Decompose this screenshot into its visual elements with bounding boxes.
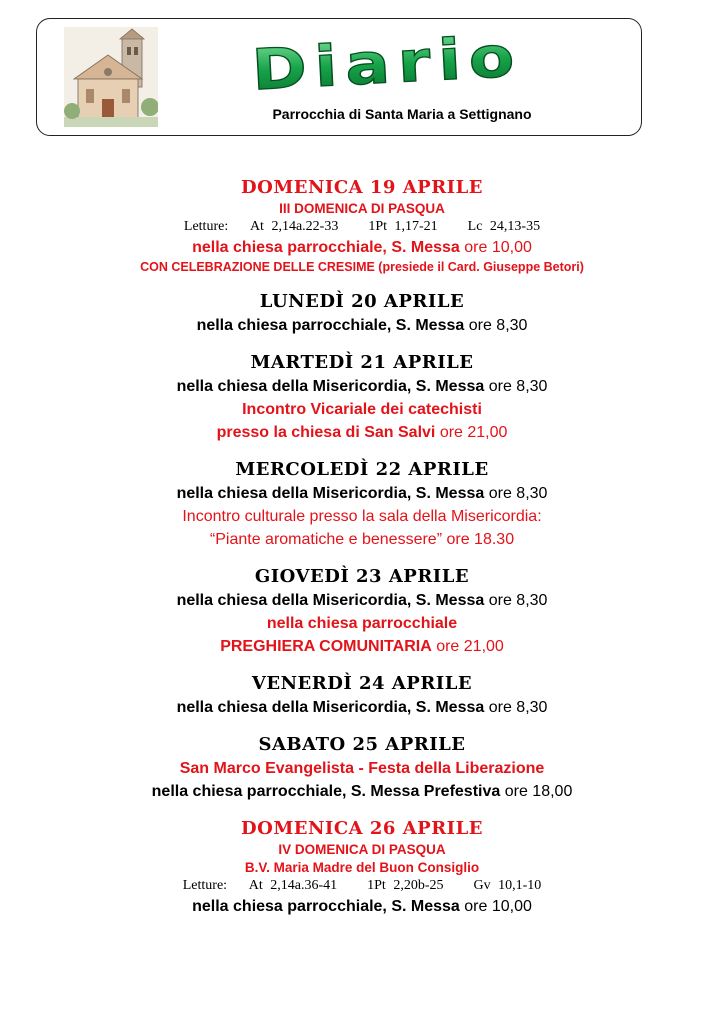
day-block-tuesday-21	[0, 351, 724, 444]
liturgical-day: III DOMENICA DI PASQUA	[279, 201, 445, 216]
event-time: ore 21,00	[439, 424, 508, 441]
diario-logo	[187, 23, 587, 103]
mass-location: nella chiesa della Misericordia, S. Messa	[176, 699, 485, 716]
day-block-monday-20	[0, 290, 724, 337]
day-title: DOMENICA 26 APRILE	[241, 818, 483, 839]
mass-line	[0, 696, 724, 719]
event-line: Incontro Vicariale dei catechisti	[242, 401, 482, 418]
readings: Letture: At 2,14a.36-41 1Pt 2,20b-25 Gv 10,1-10	[182, 878, 542, 893]
event-line: Incontro culturale presso la sala della Misericordia:	[182, 508, 542, 525]
event-note: CON CELEBRAZIONE DELLE CRESIME (presiede il Card. Giuseppe Betori)	[140, 260, 584, 274]
day-title: MERCOLEDÌ 22 APRILE	[235, 459, 489, 480]
mass-line	[0, 780, 724, 803]
day-block-friday-24	[0, 672, 724, 719]
mass-location: nella chiesa della Misericordia, S. Messa	[176, 592, 485, 609]
day-title: MARTEDÌ 21 APRILE	[250, 352, 474, 373]
readings: Letture: At 2,14a.22-33 1Pt 1,17-21 Lc 24,13-35	[183, 219, 541, 234]
church-illustration	[64, 27, 158, 127]
mass-line	[0, 375, 724, 398]
event-time: ore 21,00	[436, 638, 504, 655]
day-block-sunday-19	[0, 176, 724, 276]
mass-time: ore 18,00	[504, 783, 573, 800]
event-line	[0, 635, 724, 658]
mass-line	[0, 589, 724, 612]
mass-line	[0, 895, 724, 918]
schedule	[0, 176, 724, 932]
day-title: LUNEDÌ 20 APRILE	[259, 291, 465, 312]
mass-location: nella chiesa della Misericordia, S. Messa	[176, 378, 485, 395]
day-title: GIOVEDÌ 23 APRILE	[254, 566, 470, 587]
mass-line	[0, 236, 724, 259]
day-block-saturday-25	[0, 733, 724, 803]
day-title: DOMENICA 19 APRILE	[241, 177, 483, 198]
logo-text: Diario	[250, 24, 524, 103]
day-block-sunday-26	[0, 817, 724, 918]
event-line: nella chiesa parrocchiale	[266, 615, 458, 632]
parish-name: Parrocchia di Santa Maria a Settignano	[272, 106, 532, 122]
mass-time: ore 8,30	[488, 485, 548, 502]
event-location: presso la chiesa di San Salvi	[216, 424, 436, 441]
mass-location: nella chiesa parrocchiale, S. Messa	[196, 317, 465, 334]
mass-location: nella chiesa della Misericordia, S. Messa	[176, 485, 485, 502]
mass-location: nella chiesa parrocchiale, S. Messa	[192, 898, 460, 915]
day-block-wednesday-22	[0, 458, 724, 551]
day-block-thursday-23	[0, 565, 724, 658]
mass-time: ore 8,30	[488, 699, 548, 716]
mass-location: nella chiesa parrocchiale, S. Messa Prefestiva	[151, 783, 501, 800]
mass-time: ore 8,30	[488, 378, 548, 395]
event-name: PREGHIERA COMUNITARIA	[220, 638, 432, 655]
mass-location: nella chiesa parrocchiale, S. Messa	[192, 239, 460, 256]
mass-line	[0, 482, 724, 505]
header-box	[36, 18, 642, 136]
liturgical-day: IV DOMENICA DI PASQUA	[278, 842, 446, 857]
day-title: SABATO 25 APRILE	[258, 734, 466, 755]
event-line: “Piante aromatiche e benessere” ore 18.30	[209, 531, 515, 548]
mass-time: ore 10,00	[464, 898, 532, 915]
mass-time: ore 8,30	[468, 317, 528, 334]
event-line: San Marco Evangelista - Festa della Liberazione	[179, 760, 545, 777]
day-title: VENERDÌ 24 APRILE	[251, 673, 473, 694]
feast-name: B.V. Maria Madre del Buon Consiglio	[244, 860, 480, 875]
mass-time: ore 8,30	[488, 592, 548, 609]
mass-time: ore 10,00	[464, 239, 532, 256]
event-line	[0, 421, 724, 444]
mass-line	[0, 314, 724, 337]
